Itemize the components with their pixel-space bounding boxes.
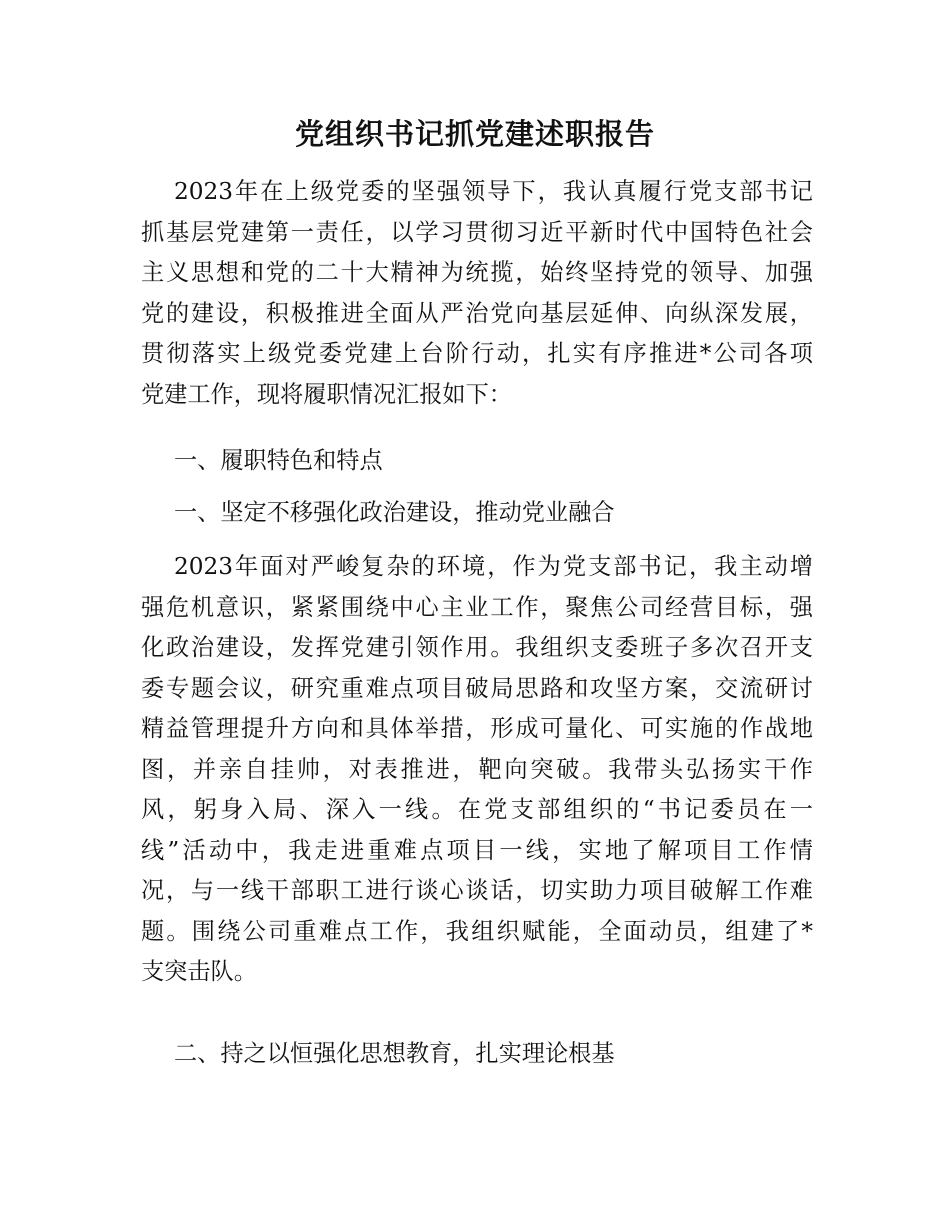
subsection-heading: 二、持之以恒强化思想教育，扎实理论根基: [174, 1040, 615, 1067]
paragraph-line: 委专题会议，研究重难点项目破局思路和攻坚方案，交流研讨: [141, 674, 813, 702]
section-heading: 一、履职特色和特点: [174, 447, 383, 474]
paragraph-line: 线”活动中，我走进重难点项目一线，实地了解项目工作情: [141, 836, 813, 864]
paragraph-line: 况，与一线干部职工进行谈心谈话，切实助力项目破解工作难: [141, 877, 813, 904]
paragraph-line: 强危机意识，紧紧围绕中心主业工作，聚焦公司经营目标，强: [141, 593, 813, 621]
paragraph-line: 2023年面对严峻复杂的环境，作为党支部书记，我主动增: [174, 553, 813, 580]
paragraph-line: 党建工作，现将履职情况汇报如下：: [141, 380, 512, 408]
intro-paragraph: [141, 172, 813, 415]
paragraph-line: 党的建设，积极推进全面从严治党向基层延伸、向纵深发展，: [141, 299, 813, 327]
paragraph-line: 图，并亲自挂帅，对表推进，靶向突破。我带头弘扬实干作: [141, 755, 813, 783]
paragraph-line: 2023年在上级党委的坚强领导下，我认真履行党支部书记: [174, 178, 813, 205]
paragraph-line: 支突击队。: [141, 958, 257, 985]
paragraph-line: 化政治建设，发挥党建引领作用。我组织支委班子多次召开支: [141, 634, 813, 661]
paragraph-line: 题。围绕公司重难点工作，我组织赋能，全面动员，组建了*: [141, 917, 813, 945]
subsection-heading: 一、坚定不移强化政治建设，推动党业融合: [174, 499, 615, 526]
paragraph-line: 风，躬身入局、深入一线。在党支部组织的“书记委员在一: [141, 796, 813, 823]
document-title: 党组织书记抓党建述职报告: [294, 117, 655, 151]
paragraph-line: 抓基层党建第一责任，以学习贯彻习近平新时代中国特色社会: [141, 218, 813, 246]
paragraph-line: 主义思想和党的二十大精神为统揽，始终坚持党的领导、加强: [141, 259, 813, 286]
paragraph-line: 贯彻落实上级党委党建上台阶行动，扎实有序推进*公司各项: [141, 340, 813, 367]
paragraph-line: 精益管理提升方向和具体举措，形成可量化、可实施的作战地: [141, 715, 813, 742]
body-paragraph: [141, 547, 813, 993]
